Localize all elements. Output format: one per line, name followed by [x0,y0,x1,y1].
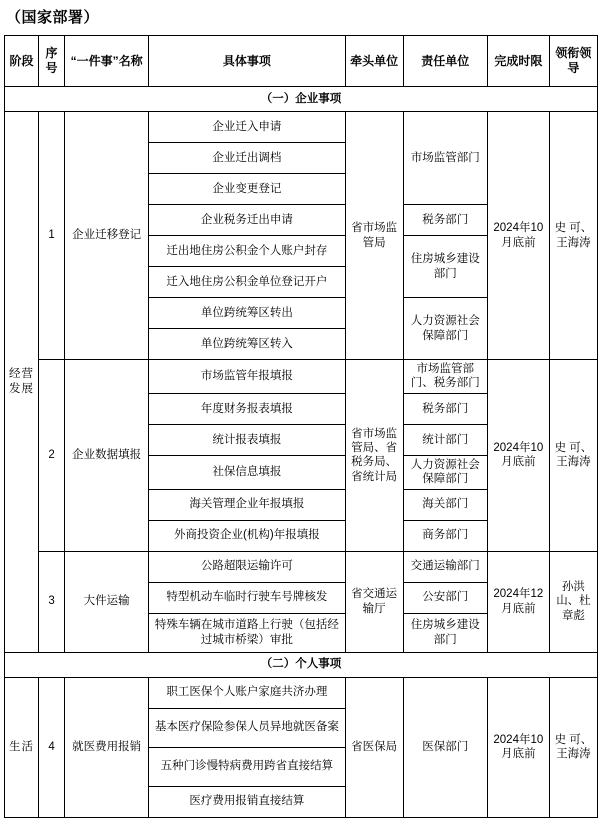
name-cell: 企业数据填报 [65,360,149,552]
item-cell: 单位跨统筹区转出 [149,298,345,329]
item-cell: 社保信息填报 [149,455,345,489]
responsible-cell: 商务部门 [403,520,487,551]
item-cell: 基本医疗保险参保人员异地就医备案 [149,708,345,747]
name-cell: 就医费用报销 [65,677,149,817]
seq-cell: 2 [39,360,65,552]
deployment-table [4,35,598,818]
table-row [5,677,598,708]
section-row-enterprise [5,87,598,112]
header-responsible: 责任单位 [403,36,487,87]
header-name: “一件事”名称 [65,36,149,87]
item-cell: 企业税务迁出申请 [149,205,345,236]
item-cell: 外商投资企业(机构)年报填报 [149,520,345,551]
header-chief: 领衔领导 [549,36,597,87]
responsible-cell: 住房城乡建设部门 [403,613,487,652]
header-lead: 牵头单位 [345,36,403,87]
responsible-cell: 住房城乡建设部门 [403,236,487,298]
item-cell: 海关管理企业年报填报 [149,489,345,520]
lead-cell: 省医保局 [345,677,403,817]
deadline-cell: 2024年10月底前 [487,677,549,817]
responsible-cell: 人力资源社会保障部门 [403,455,487,489]
chief-cell: 史 可、王海涛 [549,112,597,360]
table-row [5,551,598,582]
table-header-row [5,36,598,87]
lead-cell: 省市场监管局 [345,112,403,360]
deadline-cell: 2024年10月底前 [487,112,549,360]
seq-cell: 4 [39,677,65,817]
section-row-personal [5,652,598,677]
item-cell: 企业变更登记 [149,174,345,205]
seq-cell: 3 [39,551,65,652]
seq-cell: 1 [39,112,65,360]
header-item: 具体事项 [149,36,345,87]
name-cell: 大件运输 [65,551,149,652]
item-cell: 公路超限运输许可 [149,551,345,582]
lead-cell: 省交通运输厅 [345,551,403,652]
item-cell: 特型机动车临时行驶车号牌核发 [149,582,345,613]
section-label: （二）个人事项 [5,652,598,677]
chief-cell: 史 可、王海涛 [549,677,597,817]
deadline-cell: 2024年10月底前 [487,360,549,552]
item-cell: 迁入地住房公积金单位登记开户 [149,267,345,298]
lead-cell: 省市场监管局、省税务局、省统计局 [345,360,403,552]
responsible-cell: 统计部门 [403,424,487,455]
responsible-cell: 医保部门 [403,677,487,817]
item-cell: 五种门诊慢特病费用跨省直接结算 [149,747,345,786]
responsible-cell: 人力资源社会保障部门 [403,298,487,360]
chief-cell: 史 可、王海涛 [549,360,597,552]
item-cell: 职工医保个人账户家庭共济办理 [149,677,345,708]
responsible-cell: 交通运输部门 [403,551,487,582]
item-cell: 年度财务报表填报 [149,393,345,424]
section-label: （一）企业事项 [5,87,598,112]
deadline-cell: 2024年12月底前 [487,551,549,652]
item-cell: 统计报表填报 [149,424,345,455]
table-row [5,360,598,394]
item-cell: 医疗费用报销直接结算 [149,786,345,817]
responsible-cell: 市场监管部门 [403,112,487,205]
header-stage: 阶段 [5,36,39,87]
item-cell: 迁出地住房公积金个人账户封存 [149,236,345,267]
responsible-cell: 税务部门 [403,205,487,236]
responsible-cell: 市场监管部门、税务部门 [403,360,487,394]
item-cell: 单位跨统筹区转入 [149,329,345,360]
responsible-cell: 海关部门 [403,489,487,520]
responsible-cell: 公安部门 [403,582,487,613]
chief-cell: 孙洪山、杜章彪 [549,551,597,652]
item-cell: 特殊车辆在城市道路上行驶（包括经过城市桥梁）审批 [149,613,345,652]
header-deadline: 完成时限 [487,36,549,87]
table-row [5,112,598,143]
stage-cell-life: 生活 [5,677,39,817]
stage-cell-business: 经营发展 [5,112,39,653]
page-title: （国家部署） [6,9,100,26]
item-cell: 企业迁出调档 [149,143,345,174]
name-cell: 企业迁移登记 [65,112,149,360]
header-seq: 序号 [39,36,65,87]
item-cell: 企业迁入申请 [149,112,345,143]
item-cell: 市场监管年报填报 [149,360,345,394]
responsible-cell: 税务部门 [403,393,487,424]
